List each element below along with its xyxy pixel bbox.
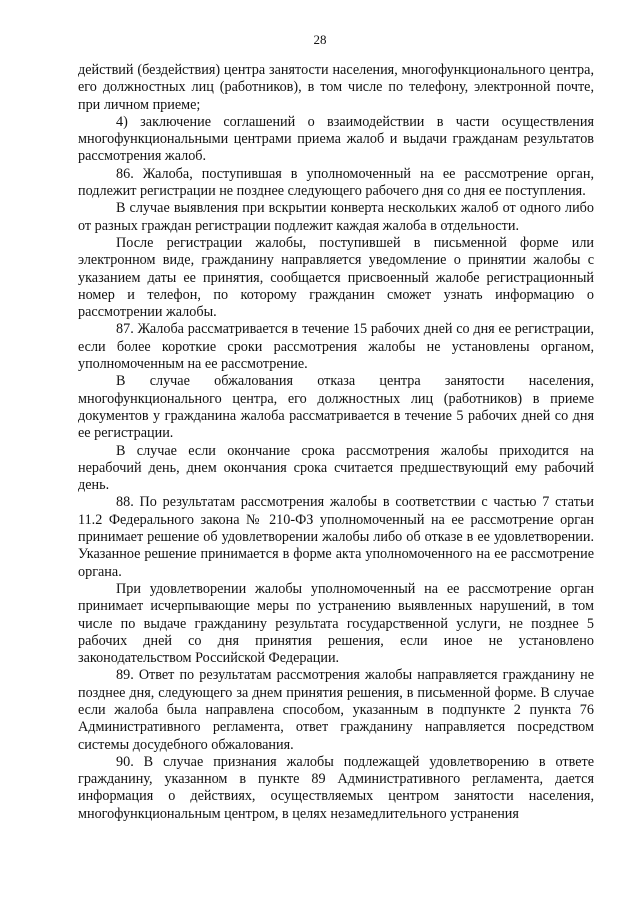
paragraph-86: 86. Жалоба, поступившая в уполномоченный на ее рассмотрение орган, подлежит регистрации не позднее следующего рабочего дня со дня ее поступления. (78, 165, 594, 200)
paragraph-88: 88. По результатам рассмотрения жалобы в соответствии с частью 7 статьи 11.2 Федерального закона № 210-ФЗ уполномоченный на ее рассмотрение орган принимает решение об удовлетворении жалобы либо об отказе в ее удовлетворении. Указанное решение принимается в форме акта уполномоченного на ее рассмотрение органа. (78, 494, 594, 580)
paragraph-86-notification: После регистрации жалобы, поступившей в письменной форме или электронном виде, гражданину направляется уведомление о принятии жалобы с указанием даты ее принятия, сообщается присвоенный жалобе регистрационный номер и телефон, по которому гражданин сможет узнать информацию о рассмотрении жалобы. (78, 234, 594, 321)
paragraph-87-nonworking-day: В случае если окончание срока рассмотрения жалобы приходится на нерабочий день, днем окончания срока считается предшествующий ему рабочий день. (78, 442, 594, 494)
page-number: 28 (313, 32, 327, 47)
document-body (78, 62, 594, 823)
paragraph-86-envelope: В случае выявления при вскрытии конверта нескольких жалоб от одного либо от разных граждан регистрации подлежит каждая жалоба в отдельности. (78, 200, 594, 234)
paragraph-88-satisfaction: При удовлетворении жалобы уполномоченный на ее рассмотрение орган принимает исчерпывающие меры по устранению выявленных нарушений, в том числе по выдаче гражданину результата государственной услуги, не позднее 5 рабочих дней со дня принятия решения, если иное не установлено законодательством Российской Федерации. (78, 580, 594, 667)
paragraph-87: 87. Жалоба рассматривается в течение 15 рабочих дней со дня ее регистрации, если более короткие сроки рассмотрения жалобы не установлены органом, уполномоченным на ее рассмотрение. (78, 321, 594, 373)
paragraph-item-4: 4) заключение соглашений о взаимодействии в части осуществления многофункциональными центрами приема жалоб и выдачи гражданам результатов рассмотрения жалоб. (78, 113, 594, 165)
paragraph-87-refusal: В случае обжалования отказа центра занятости населения, многофункционального центра, его должностных лиц (работников) в приеме документов у гражданина жалоба рассматривается в течение 5 рабочих дней со дня ее регистрации. (78, 373, 594, 442)
paragraph-continuation: действий (бездействия) центра занятости населения, многофункционального центра, его должностных лиц (работников), в том числе по телефону, электронной почте, при личном приеме; (78, 62, 594, 113)
paragraph-90: 90. В случае признания жалобы подлежащей удовлетворению в ответе гражданину, указанном в пункте 89 Административного регламента, дается информация о действиях, осуществляемых центром занятости населения, многофункциональным центром, в целях незамедлительного устранения (78, 753, 594, 822)
paragraph-89: 89. Ответ по результатам рассмотрения жалобы направляется гражданину не позднее дня, следующего за днем принятия решения, в письменной форме. В случае если жалоба была направлена способом, указанным в подпункте 2 пункта 76 Административного регламента, ответ гражданину направляется посредством системы досудебного обжалования. (78, 667, 594, 753)
